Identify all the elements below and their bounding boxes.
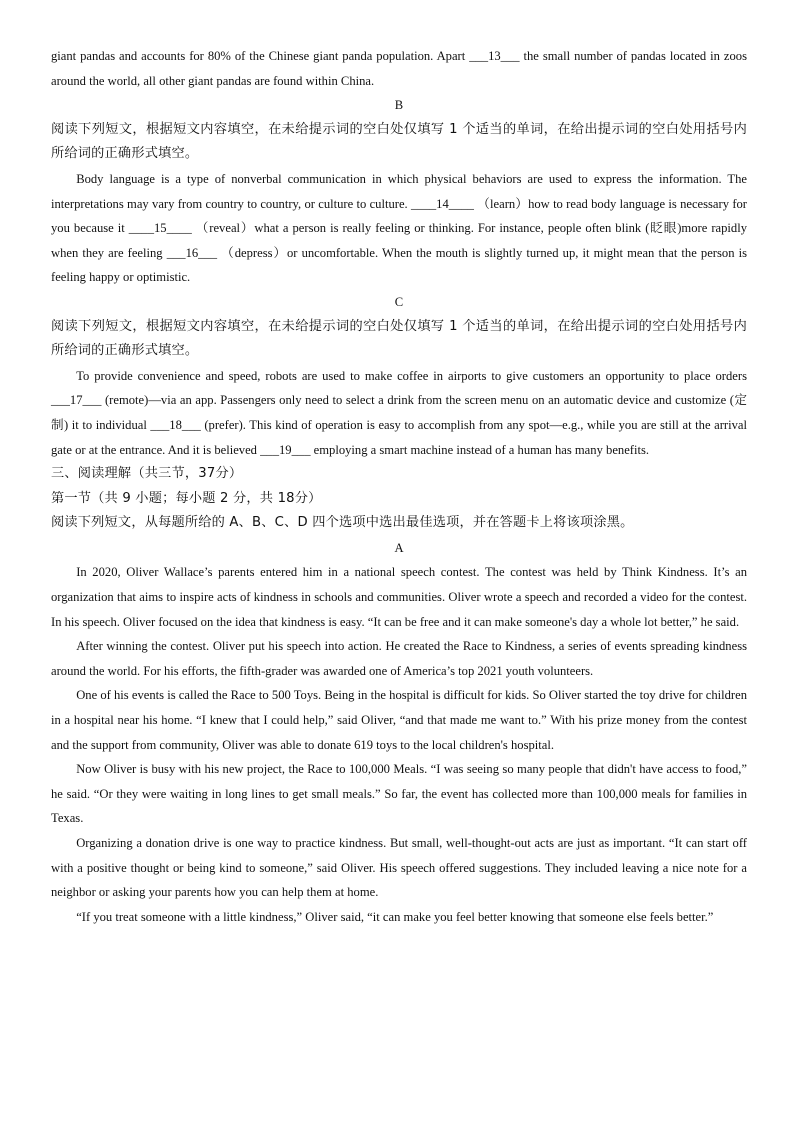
passage-a-paragraph-2: After winning the contest. Oliver put his speech into action. He created the Race to Kindness, a series of events spreading kindness around the world. For his efforts, the fifth-grader was awarded one of America’s top 2021 youth volunteers.	[51, 639, 747, 678]
passage-a-paragraph-1: In 2020, Oliver Wallace’s parents entered him in a national speech contest. The contest was held by Think Kindness. It’s an organization that aims to inspire acts of kindness in schools and communities. Oliver wrote a speech and recorded a video for the contest. In his speech. Oliver focused on the idea that kindness is easy. “It can be free and it can make someone's day a whole lot better,” he said.	[51, 565, 747, 629]
intro-paragraph: giant pandas and accounts for 80% of the Chinese giant panda population. Apart ___13___ the small number of pandas located in zoos around the world, all other giant pandas are found within China.	[51, 49, 747, 88]
document-page	[51, 44, 747, 929]
passage-a-paragraph-6: “If you treat someone with a little kindness,” Oliver said, “it can make you feel better knowing that someone else feels better.”	[76, 909, 714, 924]
passage-a-paragraph-3: One of his events is called the Race to 500 Toys. Being in the hospital is difficult for kids. So Oliver started the toy drive for children in a hospital near his home. “I knew that I could help,” said Oliver, “and that made me want to.” With his prize money from the contest and the support from community, Oliver was able to donate 619 toys to the local children's hospital.	[51, 688, 747, 752]
passage-a-paragraph-4: Now Oliver is busy with his new project, the Race to 100,000 Meals. “I was seeing so many people that didn't have access to food,” he said. “Or they were waiting in long lines to get small meals.” So far, the event has collected more than 100,000 meals for families in Texas.	[51, 762, 747, 826]
section-c-label: C	[394, 294, 404, 309]
part3-instruction: 阅读下列短文，从每题所给的 A、B、C、D 四个选项中选出最佳选项，并在答题卡上将该项涂黑。	[51, 515, 634, 531]
part3-heading: 三、阅读理解（共三节，37分）	[51, 466, 243, 482]
section-b-paragraph: Body language is a type of nonverbal communication in which physical behaviors are used to express the information. The interpretations may vary from country to country, or culture to culture. ____14____ （learn）how to read body language is necessary for you because it ____15____ （reveal）what a person is really feeling or thinking. For instance, people often blink (眨眼)more rapidly when they are feeling ___16___ （depress）or uncomfortable. When the mouth is slightly turned up, it might mean that the person is feeling happy or optimistic.	[51, 171, 747, 285]
section-c-paragraph: To provide convenience and speed, robots are used to make coffee in airports to give customers an opportunity to place orders ___17___ (remote)—via an app. Passengers only need to select a drink from the screen menu on an automatic device and customize (定制) it to individual ___18___ (prefer). This kind of operation is easy to accomplish from any spot—e.g., while you are still at the arrival gate or at the entrance. And it is believed ___19___ employing a smart machine instead of a human has many benefits.	[51, 368, 747, 457]
section-c-instruction: 阅读下列短文，根据短文内容填空，在未给提示词的空白处仅填写 1 个适当的单词，在给出提示词的空白处用括号内所给词的正确形式填空。	[51, 318, 747, 359]
section-b-instruction: 阅读下列短文，根据短文内容填空，在未给提示词的空白处仅填写 1 个适当的单词，在给出提示词的空白处用括号内所给词的正确形式填空。	[51, 121, 747, 162]
passage-a-paragraph-5: Organizing a donation drive is one way to practice kindness. But small, well-thought-out acts are just as important. “It can start off with a positive thought or being kind to someone,” said Oliver. His speech offered suggestions. They included leaving a nice note for a neighbor or asking your parents how you can help them at home.	[51, 836, 747, 900]
part3-subheading: 第一节（共 9 小题；每小题 2 分，共 18分）	[51, 490, 322, 506]
passage-a-label: A	[394, 540, 404, 555]
section-b-label: B	[394, 98, 404, 113]
